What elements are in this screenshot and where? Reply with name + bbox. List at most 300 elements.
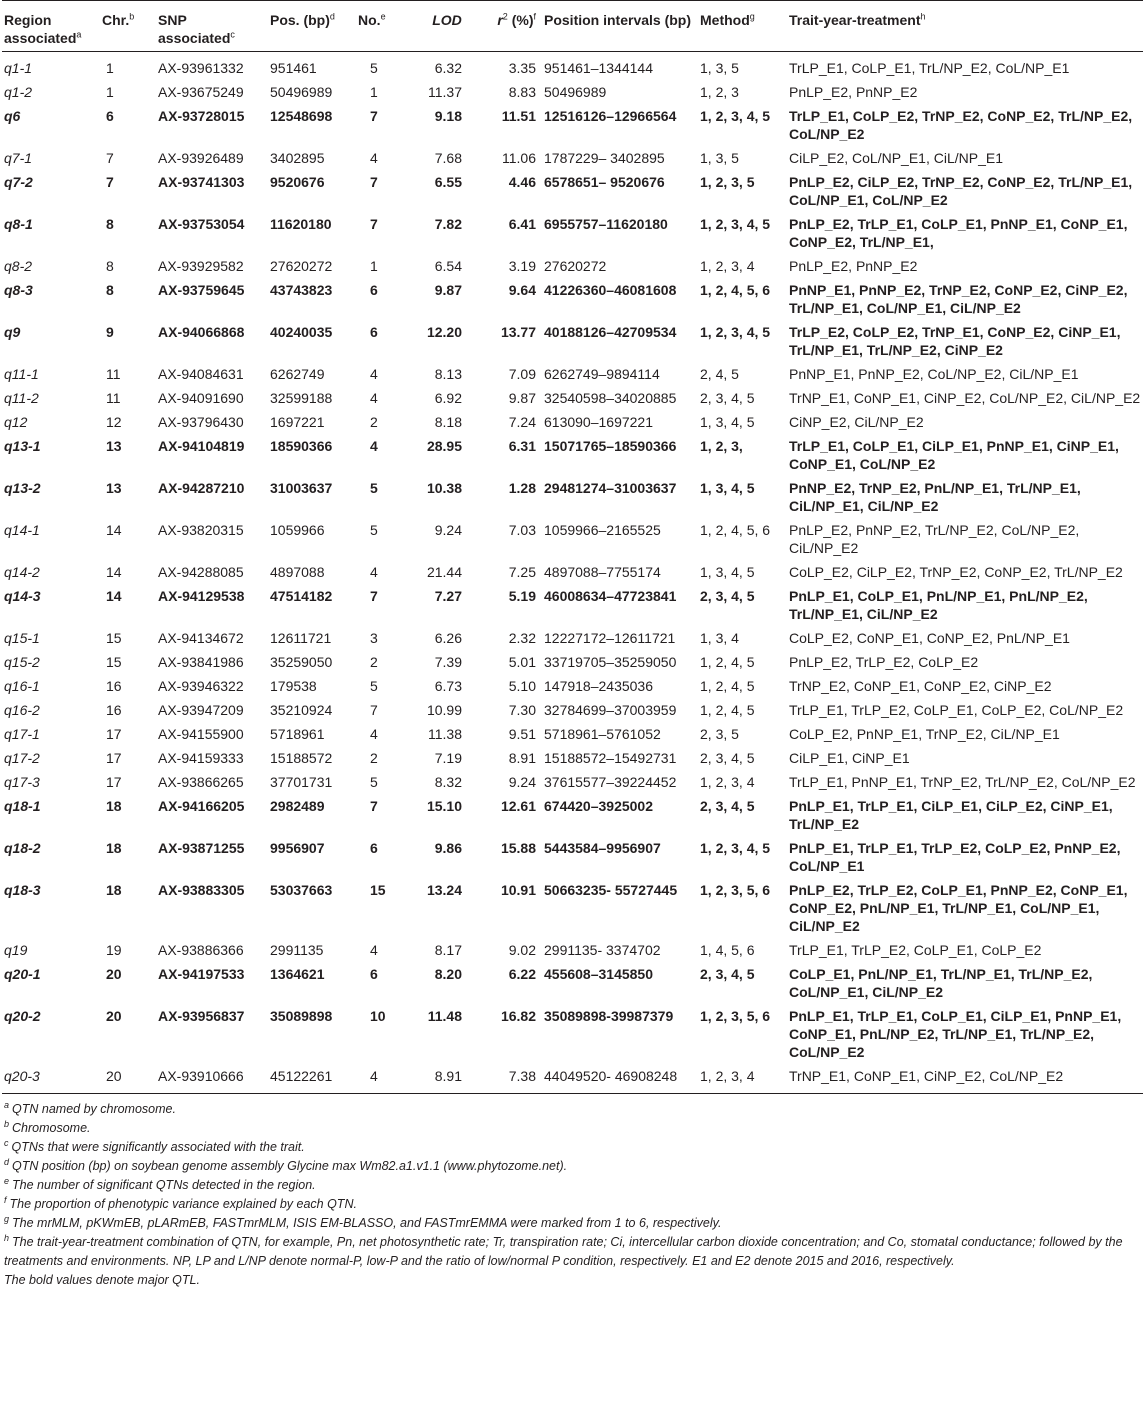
cell-no: 4 <box>370 1068 378 1084</box>
cell-method: 1, 3, 4 <box>700 630 739 646</box>
cell-trait: CoLP_E1, PnL/NP_E1, TrL/NP_E1, TrL/NP_E2, CoL/NP_E1, CiL/NP_E2 <box>789 966 1093 1000</box>
table-row <box>2 1004 1143 1064</box>
cell-trait: TrLP_E2, CoLP_E2, TrNP_E1, CoNP_E2, CiNP_E1, TrL/NP_E1, TrL/NP_E2, CiNP_E2 <box>789 324 1121 358</box>
cell-pos: 50496989 <box>270 84 333 100</box>
cell-chr: 17 <box>106 774 122 790</box>
cell-method: 1, 3, 5 <box>700 150 739 166</box>
footnote-mark: b <box>4 1118 10 1129</box>
cell-lod: 13.24 <box>426 882 462 898</box>
cell-region: q16-2 <box>4 702 40 718</box>
cell-chr: 11 <box>106 390 121 406</box>
footnote <box>4 1176 1139 1195</box>
cell-lod: 6.26 <box>434 630 462 646</box>
cell-r2: 11.06 <box>502 150 536 166</box>
cell-interval: 951461–1344144 <box>544 60 654 76</box>
cell-pos: 31003637 <box>270 480 333 496</box>
cell-chr: 7 <box>106 150 114 166</box>
cell-snp: AX-94104819 <box>158 438 245 454</box>
col-header-no: No.$^e$ <box>356 1 420 52</box>
cell-interval: 35089898-39987379 <box>544 1008 674 1024</box>
cell-pos: 32599188 <box>270 390 333 406</box>
footnote <box>4 1100 1139 1119</box>
cell-interval: 15188572–15492731 <box>544 750 677 766</box>
cell-chr: 20 <box>106 966 122 982</box>
cell-snp: AX-93741303 <box>158 174 245 190</box>
cell-interval: 5443584–9956907 <box>544 840 661 856</box>
cell-r2: 16.82 <box>500 1008 536 1024</box>
footnote-text: The number of significant QTNs detected in the region. <box>12 1178 316 1192</box>
cell-snp: AX-93910666 <box>158 1068 244 1084</box>
cell-region: q15-1 <box>4 630 40 646</box>
cell-no: 7 <box>370 108 378 124</box>
cell-method: 1, 2, 3, 5, 6 <box>700 882 771 898</box>
cell-trait: TrNP_E1, CoNP_E1, CiNP_E2, CoL/NP_E2 <box>789 1068 1064 1084</box>
cell-lod: 7.39 <box>434 654 462 670</box>
cell-no: 2 <box>370 654 378 670</box>
table-row <box>2 52 1143 81</box>
cell-trait: PnLP_E2, TrLP_E2, CoLP_E1, PnNP_E2, CoNP_E1, CoNP_E2, PnL/NP_E1, TrL/NP_E1, CoL/NP_E1, CiL/NP_E2 <box>789 882 1128 934</box>
cell-no: 7 <box>370 702 378 718</box>
cell-r2: 5.01 <box>508 654 536 670</box>
table-row <box>2 674 1143 698</box>
cell-chr: 8 <box>106 282 114 298</box>
cell-trait: TrLP_E1, CoLP_E2, TrNP_E2, CoNP_E2, TrL/NP_E2, CoL/NP_E2 <box>789 108 1133 142</box>
table-row <box>2 650 1143 674</box>
footnote <box>4 1138 1139 1157</box>
cell-interval: 455608–3145850 <box>544 966 654 982</box>
cell-r2: 3.19 <box>508 258 536 274</box>
cell-lod: 21.44 <box>426 564 462 580</box>
cell-lod: 9.24 <box>434 522 462 538</box>
footnote <box>4 1195 1139 1214</box>
col-header-pos: Pos. (bp)$^d$ <box>268 1 356 52</box>
cell-trait: CoLP_E2, CoNP_E1, CoNP_E2, PnL/NP_E1 <box>789 630 1070 646</box>
cell-trait: TrLP_E1, CoLP_E1, CiLP_E1, PnNP_E1, CiNP_E1, CoNP_E1, CoL/NP_E2 <box>789 438 1119 472</box>
cell-chr: 17 <box>106 726 122 742</box>
footnote-text: The mrMLM, pKWmEB, pLARmEB, FASTmrMLM, ISIS EM-BLASSO, and FASTmrEMMA were marked from 1 to 6, respectively. <box>12 1216 722 1230</box>
cell-chr: 12 <box>106 414 122 430</box>
cell-lod: 6.73 <box>434 678 462 694</box>
cell-snp: AX-93961332 <box>158 60 244 76</box>
cell-no: 10 <box>370 1008 386 1024</box>
qtn-table <box>2 0 1143 1093</box>
cell-r2: 5.19 <box>508 588 536 604</box>
cell-snp: AX-94288085 <box>158 564 244 580</box>
cell-chr: 20 <box>106 1008 122 1024</box>
cell-interval: 40188126–42709534 <box>544 324 677 340</box>
cell-lod: 11.38 <box>428 726 462 742</box>
cell-chr: 6 <box>106 108 114 124</box>
cell-snp: AX-93841986 <box>158 654 244 670</box>
col-header-r2: $r^2$ (%)$^f$ <box>474 1 542 52</box>
cell-trait: PnLP_E1, TrLP_E1, CoLP_E1, CiLP_E1, PnNP_E1, CoNP_E1, PnL/NP_E2, TrL/NP_E1, TrL/NP_E2, CoL/NP_E2 <box>789 1008 1122 1060</box>
cell-pos: 9956907 <box>270 840 325 856</box>
cell-pos: 9520676 <box>270 174 325 190</box>
cell-snp: AX-94159333 <box>158 750 244 766</box>
cell-interval: 5718961–5761052 <box>544 726 661 742</box>
cell-method: 2, 3, 4, 5 <box>700 750 755 766</box>
cell-lod: 9.86 <box>434 840 462 856</box>
cell-region: q17-3 <box>4 774 40 790</box>
cell-r2: 15.88 <box>500 840 536 856</box>
cell-region: q14-2 <box>4 564 40 580</box>
cell-r2: 1.28 <box>508 480 536 496</box>
cell-method: 1, 2, 3, 4, 5 <box>700 840 771 856</box>
cell-method: 1, 2, 3, 5, 6 <box>700 1008 771 1024</box>
cell-r2: 10.91 <box>500 882 536 898</box>
table-row <box>2 518 1143 560</box>
cell-chr: 14 <box>106 564 122 580</box>
cell-region: q17-2 <box>4 750 40 766</box>
cell-lod: 7.27 <box>434 588 462 604</box>
cell-method: 1, 4, 5, 6 <box>700 942 755 958</box>
cell-trait: PnLP_E2, TrLP_E1, CoLP_E1, PnNP_E1, CoNP_E1, CoNP_E2, TrL/NP_E1, <box>789 216 1128 250</box>
cell-lod: 9.18 <box>434 108 462 124</box>
cell-r2: 2.32 <box>508 630 536 646</box>
cell-no: 3 <box>370 630 378 646</box>
cell-lod: 6.92 <box>434 390 462 406</box>
cell-lod: 8.18 <box>434 414 462 430</box>
cell-interval: 29481274–31003637 <box>544 480 677 496</box>
cell-method: 2, 3, 4, 5 <box>700 390 755 406</box>
cell-region: q18-1 <box>4 798 41 814</box>
cell-snp: AX-94084631 <box>158 366 244 382</box>
cell-pos: 2982489 <box>270 798 325 814</box>
cell-interval: 50496989 <box>544 84 607 100</box>
footnote-mark: c <box>4 1137 9 1148</box>
cell-pos: 1059966 <box>270 522 325 538</box>
cell-r2: 11.51 <box>501 108 536 124</box>
cell-chr: 16 <box>106 702 122 718</box>
cell-trait: CiLP_E1, CiNP_E1 <box>789 750 910 766</box>
cell-region: q18-3 <box>4 882 41 898</box>
cell-r2: 7.24 <box>508 414 536 430</box>
cell-snp: AX-93675249 <box>158 84 244 100</box>
cell-interval: 32540598–34020885 <box>544 390 677 406</box>
cell-trait: PnNP_E1, PnNP_E2, CoL/NP_E2, CiL/NP_E1 <box>789 366 1079 382</box>
cell-trait: TrLP_E1, PnNP_E1, TrNP_E2, TrL/NP_E2, CoL/NP_E2 <box>789 774 1136 790</box>
cell-snp: AX-93753054 <box>158 216 245 232</box>
cell-snp: AX-94287210 <box>158 480 245 496</box>
footnote-mark: h <box>4 1232 10 1243</box>
cell-chr: 15 <box>106 654 122 670</box>
cell-trait: TrLP_E1, TrLP_E2, CoLP_E1, CoLP_E2 <box>789 942 1042 958</box>
cell-trait: PnLP_E2, PnNP_E2, TrL/NP_E2, CoL/NP_E2, CiL/NP_E2 <box>789 522 1080 556</box>
table-row <box>2 254 1143 278</box>
cell-snp: AX-93947209 <box>158 702 244 718</box>
cell-region: q11-2 <box>4 390 39 406</box>
cell-pos: 4897088 <box>270 564 325 580</box>
cell-region: q16-1 <box>4 678 40 694</box>
cell-lod: 8.20 <box>434 966 462 982</box>
footnote-text: Chromosome. <box>12 1121 91 1135</box>
cell-method: 1, 2, 3, 4 <box>700 1068 755 1084</box>
cell-lod: 6.54 <box>434 258 462 274</box>
footnote-text: QTN named by chromosome. <box>12 1102 176 1116</box>
cell-trait: PnLP_E2, CiLP_E2, TrNP_E2, CoNP_E2, TrL/NP_E1, CoL/NP_E1, CoL/NP_E2 <box>789 174 1133 208</box>
cell-pos: 35210924 <box>270 702 333 718</box>
cell-method: 1, 2, 4, 5, 6 <box>700 282 771 298</box>
cell-method: 1, 2, 3, 4, 5 <box>700 216 771 232</box>
cell-no: 6 <box>370 282 378 298</box>
cell-trait: PnLP_E1, TrLP_E1, TrLP_E2, CoLP_E2, PnNP_E2, CoL/NP_E1 <box>789 840 1121 874</box>
cell-method: 1, 2, 4, 5 <box>700 654 755 670</box>
cell-no: 7 <box>370 588 378 604</box>
cell-interval: 12516126–12966564 <box>544 108 677 124</box>
table-row <box>2 770 1143 794</box>
cell-region: q1-2 <box>4 84 33 100</box>
cell-snp: AX-93728015 <box>158 108 245 124</box>
col-header-region: Region associated$^a$ <box>2 1 100 52</box>
cell-snp: AX-93820315 <box>158 522 244 538</box>
cell-interval: 27620272 <box>544 258 607 274</box>
table-row <box>2 560 1143 584</box>
cell-pos: 40240035 <box>270 324 333 340</box>
cell-no: 1 <box>370 84 378 100</box>
cell-r2: 13.77 <box>500 324 536 340</box>
table-row <box>2 794 1143 836</box>
cell-r2: 9.87 <box>508 390 536 406</box>
cell-r2: 12.61 <box>500 798 536 814</box>
cell-region: q14-3 <box>4 588 41 604</box>
cell-pos: 11620180 <box>270 216 332 232</box>
cell-chr: 7 <box>106 174 114 190</box>
cell-r2: 4.46 <box>508 174 536 190</box>
cell-snp: AX-93866265 <box>158 774 244 790</box>
footnote-mark: a <box>4 1099 10 1110</box>
cell-no: 4 <box>370 390 378 406</box>
cell-snp: AX-93956837 <box>158 1008 245 1024</box>
cell-r2: 7.38 <box>508 1068 536 1084</box>
table-row <box>2 212 1143 254</box>
cell-lod: 7.82 <box>434 216 462 232</box>
table-footnotes <box>2 1094 1143 1290</box>
cell-snp: AX-94134672 <box>158 630 244 646</box>
cell-snp: AX-93886366 <box>158 942 244 958</box>
cell-method: 1, 2, 3, 4, 5 <box>700 324 771 340</box>
cell-snp: AX-94155900 <box>158 726 244 742</box>
cell-no: 2 <box>370 750 378 766</box>
cell-pos: 1364621 <box>270 966 325 982</box>
table-row <box>2 722 1143 746</box>
cell-region: q11-1 <box>4 366 39 382</box>
cell-no: 15 <box>370 882 386 898</box>
table-row <box>2 80 1143 104</box>
cell-chr: 20 <box>106 1068 122 1084</box>
cell-chr: 19 <box>106 942 122 958</box>
footnote <box>4 1233 1139 1271</box>
cell-lod: 8.32 <box>434 774 462 790</box>
cell-lod: 12.20 <box>426 324 462 340</box>
cell-method: 1, 2, 4, 5 <box>700 702 755 718</box>
table-row <box>2 320 1143 362</box>
cell-region: q8-3 <box>4 282 33 298</box>
cell-interval: 6262749–9894114 <box>544 366 660 382</box>
cell-trait: TrNP_E2, CoNP_E1, CoNP_E2, CiNP_E2 <box>789 678 1052 694</box>
footnote-mark: e <box>4 1175 10 1186</box>
table-row <box>2 170 1143 212</box>
cell-pos: 18590366 <box>270 438 333 454</box>
cell-pos: 53037663 <box>270 882 333 898</box>
cell-interval: 6578651– 9520676 <box>544 174 665 190</box>
table-row <box>2 1064 1143 1093</box>
cell-interval: 674420–3925002 <box>544 798 654 814</box>
cell-chr: 1 <box>106 84 114 100</box>
table-row <box>2 362 1143 386</box>
cell-chr: 11 <box>106 366 121 382</box>
cell-method: 2, 3, 4, 5 <box>700 798 755 814</box>
cell-trait: CiLP_E2, CoL/NP_E1, CiL/NP_E1 <box>789 150 1003 166</box>
table-row <box>2 836 1143 878</box>
col-header-interval: Position intervals (bp) <box>542 1 698 52</box>
cell-r2: 5.10 <box>508 678 536 694</box>
cell-no: 7 <box>370 216 378 232</box>
table-row <box>2 698 1143 722</box>
cell-pos: 2991135 <box>270 942 324 958</box>
cell-pos: 1697221 <box>270 414 325 430</box>
table-row <box>2 878 1143 938</box>
cell-no: 4 <box>370 438 378 454</box>
cell-lod: 9.87 <box>434 282 462 298</box>
cell-trait: CoLP_E2, CiLP_E2, TrNP_E2, CoNP_E2, TrL/NP_E2 <box>789 564 1123 580</box>
table-row <box>2 434 1143 476</box>
cell-region: q13-2 <box>4 480 41 496</box>
cell-region: q20-1 <box>4 966 41 982</box>
cell-snp: AX-93929582 <box>158 258 244 274</box>
cell-pos: 179538 <box>270 678 317 694</box>
cell-method: 1, 2, 3, 5 <box>700 174 755 190</box>
cell-interval: 15071765–18590366 <box>544 438 677 454</box>
cell-method: 2, 3, 5 <box>700 726 739 742</box>
cell-pos: 45122261 <box>270 1068 333 1084</box>
cell-trait: PnNP_E2, TrNP_E2, PnL/NP_E1, TrL/NP_E1, CiL/NP_E1, CiL/NP_E2 <box>789 480 1081 514</box>
cell-pos: 37701731 <box>270 774 333 790</box>
cell-lod: 8.91 <box>434 1068 462 1084</box>
cell-pos: 35089898 <box>270 1008 333 1024</box>
cell-no: 6 <box>370 324 378 340</box>
cell-chr: 18 <box>106 840 122 856</box>
cell-r2: 9.02 <box>508 942 536 958</box>
col-header-trait: Trait-year-treatment$^h$ <box>787 1 1143 52</box>
cell-r2: 6.31 <box>508 438 536 454</box>
cell-r2: 9.64 <box>508 282 536 298</box>
cell-no: 6 <box>370 966 378 982</box>
footnote <box>4 1119 1139 1138</box>
col-header-lod: LOD <box>420 1 474 52</box>
cell-pos: 47514182 <box>270 588 333 604</box>
cell-region: q17-1 <box>4 726 40 742</box>
table-row <box>2 938 1143 962</box>
cell-trait: TrLP_E1, TrLP_E2, CoLP_E1, CoLP_E2, CoL/NP_E2 <box>789 702 1124 718</box>
cell-interval: 41226360–46081608 <box>544 282 677 298</box>
cell-trait: CoLP_E2, PnNP_E1, TrNP_E2, CiL/NP_E1 <box>789 726 1060 742</box>
cell-snp: AX-93926489 <box>158 150 244 166</box>
cell-lod: 8.17 <box>434 942 462 958</box>
cell-interval: 46008634–47723841 <box>544 588 677 604</box>
cell-no: 4 <box>370 366 378 382</box>
cell-chr: 16 <box>106 678 122 694</box>
cell-lod: 7.19 <box>434 750 462 766</box>
cell-no: 6 <box>370 840 378 856</box>
cell-region: q6 <box>4 108 21 124</box>
cell-r2: 7.25 <box>508 564 536 580</box>
cell-lod: 6.55 <box>434 174 462 190</box>
cell-region: q8-2 <box>4 258 33 274</box>
cell-lod: 11.37 <box>428 84 462 100</box>
cell-interval: 33719705–35259050 <box>544 654 677 670</box>
cell-no: 5 <box>370 480 378 496</box>
cell-interval: 613090–1697221 <box>544 414 654 430</box>
table-row <box>2 626 1143 650</box>
cell-pos: 15188572 <box>270 750 333 766</box>
cell-region: q13-1 <box>4 438 41 454</box>
table-row <box>2 410 1143 434</box>
cell-pos: 6262749 <box>270 366 325 382</box>
cell-r2: 8.83 <box>508 84 536 100</box>
table-header-row <box>2 1 1143 52</box>
cell-snp: AX-93871255 <box>158 840 245 856</box>
cell-interval: 32784699–37003959 <box>544 702 677 718</box>
table-row <box>2 386 1143 410</box>
cell-no: 7 <box>370 174 378 190</box>
cell-trait: PnLP_E1, CoLP_E1, PnL/NP_E1, PnL/NP_E2, TrL/NP_E1, CiL/NP_E2 <box>789 588 1088 622</box>
cell-no: 4 <box>370 726 378 742</box>
cell-region: q7-1 <box>4 150 33 166</box>
cell-method: 1, 2, 3, 4 <box>700 774 755 790</box>
cell-trait: TrLP_E1, CoLP_E1, TrL/NP_E2, CoL/NP_E1 <box>789 60 1070 76</box>
footnote-text: The proportion of phenotypic variance explained by each QTN. <box>9 1197 357 1211</box>
cell-lod: 7.68 <box>434 150 462 166</box>
cell-no: 5 <box>370 522 378 538</box>
cell-pos: 43743823 <box>270 282 333 298</box>
cell-region: q20-2 <box>4 1008 41 1024</box>
cell-pos: 35259050 <box>270 654 333 670</box>
cell-interval: 44049520- 46908248 <box>544 1068 678 1084</box>
cell-interval: 147918–2435036 <box>544 678 654 694</box>
cell-no: 1 <box>370 258 378 274</box>
cell-r2: 3.35 <box>508 60 536 76</box>
cell-lod: 11.48 <box>427 1008 462 1024</box>
cell-region: q12 <box>4 414 28 430</box>
cell-no: 4 <box>370 942 378 958</box>
footnote <box>4 1214 1139 1233</box>
cell-interval: 50663235- 55727445 <box>544 882 678 898</box>
cell-snp: AX-93796430 <box>158 414 244 430</box>
footnote-text: The trait-year-treatment combination of QTN, for example, Pn, net photosynthetic rate; Tr, transpiration rate; Ci, intercellular carbon dioxide concentration; and Co, stomatal conductance; followed by the treatments and environments. NP, LP and L/NP denote normal-P, low-P and the ratio of low/normal P condition, respectively. E1 and E2 denote 2015 and 2016, respectively. <box>4 1235 1123 1268</box>
cell-no: 5 <box>370 774 378 790</box>
cell-lod: 15.10 <box>426 798 462 814</box>
cell-r2: 9.51 <box>508 726 536 742</box>
cell-interval: 6955757–11620180 <box>544 216 668 232</box>
footnote-mark: d <box>4 1156 10 1167</box>
cell-interval: 1059966–2165525 <box>544 522 661 538</box>
cell-pos: 27620272 <box>270 258 333 274</box>
cell-no: 2 <box>370 414 378 430</box>
cell-method: 1, 3, 4, 5 <box>700 480 755 496</box>
cell-trait: PnLP_E2, TrLP_E2, CoLP_E2 <box>789 654 979 670</box>
cell-trait: CiNP_E2, CiL/NP_E2 <box>789 414 924 430</box>
cell-lod: 10.38 <box>426 480 462 496</box>
cell-method: 1, 2, 3, 4 <box>700 258 755 274</box>
cell-method: 2, 4, 5 <box>700 366 739 382</box>
cell-trait: PnLP_E2, PnNP_E2 <box>789 84 918 100</box>
cell-r2: 7.09 <box>508 366 536 382</box>
table-row <box>2 476 1143 518</box>
cell-snp: AX-93759645 <box>158 282 245 298</box>
cell-chr: 18 <box>106 798 122 814</box>
qtn-table-container <box>2 0 1143 1290</box>
cell-snp: AX-94166205 <box>158 798 245 814</box>
